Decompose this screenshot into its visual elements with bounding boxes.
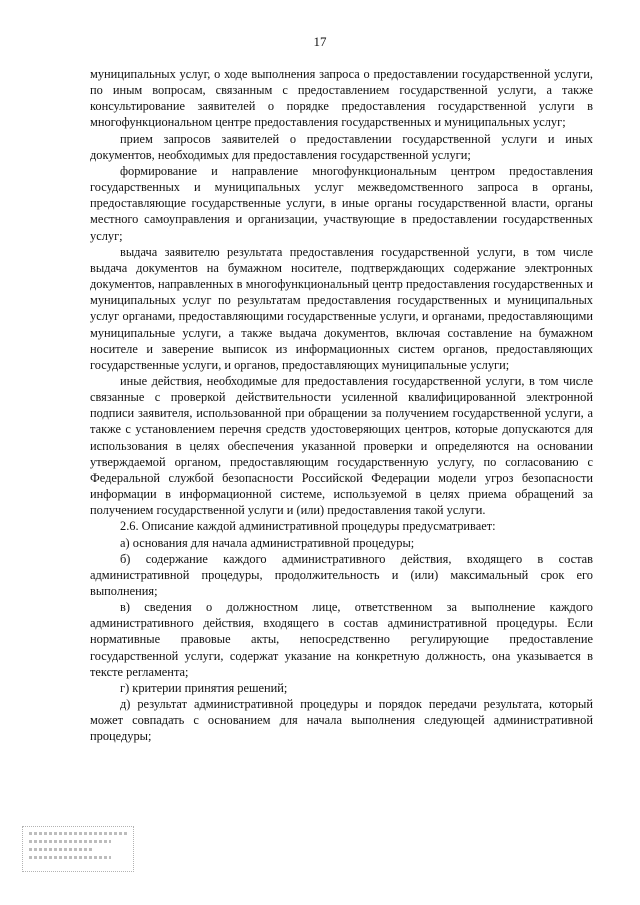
page-number: 17: [313, 34, 327, 49]
stamp-line: [29, 848, 93, 851]
list-item: г) критерии принятия решений;: [120, 680, 288, 695]
stamp-line: [29, 840, 111, 843]
list-item: д) результат административной процедуры и порядок передачи результата, который может совпадать с основанием для начала выполнения следующей административной процедуры;: [90, 697, 593, 744]
list-item: б) содержание каждого административного действия, входящего в состав административной процедуры, продолжительность и (или) максимальный срок его выполнения;: [90, 551, 593, 598]
section-heading: 2.6. Описание каждой административной процедуры предусматривает:: [120, 519, 496, 534]
registration-stamp: [22, 826, 134, 872]
paragraph: муниципальных услуг, о ходе выполнения запроса о предоставлении государственной услуги, по иным вопросам, связанным с предоставлением государственной услуги, а также консультирование заявителей о порядке предоставления государственной услуги в многофункциональном центре предоставления государственных и муниципальных услуг;: [90, 67, 593, 130]
stamp-line: [29, 856, 111, 859]
paragraph: формирование и направление многофункциональным центром предоставления государственных и муниципальных услуг межведомственного запроса в органы, предоставляющие государственные услуги, в иные органы государственной власти, органы местного самоуправления и организации, участвующие в предоставлении государственных услуг;: [90, 163, 593, 243]
list-item: а) основания для начала административной процедуры;: [120, 535, 415, 550]
list-item: в) сведения о должностном лице, ответственном за выполнение каждого административного действия, входящего в состав административной процедуры. Если нормативные правовые акты, непосредственно регулирующие предоставление государственной услуги, содержат указание на конкретную должность, она указывается в тексте регламента;: [90, 600, 593, 679]
paragraph: прием запросов заявителей о предоставлении государственной услуги и иных документов, необходимых для предоставления государственной услуги;: [90, 131, 593, 162]
paragraph: выдача заявителю результата предоставления государственной услуги, в том числе выдача документов на бумажном носителе, подтверждающих содержание электронных документов, направленных в многофункциональный центр предоставления государственных и муниципальных услуг по результатам предоставления государственных и муниципальных услуг органами, предоставляющими государственные услуги, и органами, предоставляющими муниципальные услуги, а также выдача документов, включая составление на бумажном носителе и заверение выписок из информационных систем органов, предоставляющих государственные услуги, и органов, предоставляющих муниципальные услуги;: [90, 244, 593, 372]
paragraph: иные действия, необходимые для предоставления государственной услуги, в том числе связанные с проверкой действительности усиленной квалифицированной электронной подписи заявителя, использованной при обращении за получением государственной услуги, а также с установлением перечня средств удостоверяющих центров, которые допускаются для использования в целях обеспечения указанной проверки и определяются на основании утверждаемой органом, предоставляющим государственную услугу, по согласованию с Федеральной службой безопасности Российской Федерации модели угроз безопасности информации в информационной системе, используемой в целях приема обращений за получением государственной услуги и (или) предоставления такой услуги.: [90, 373, 593, 518]
stamp-line: [29, 832, 127, 835]
document-body: [90, 66, 593, 745]
